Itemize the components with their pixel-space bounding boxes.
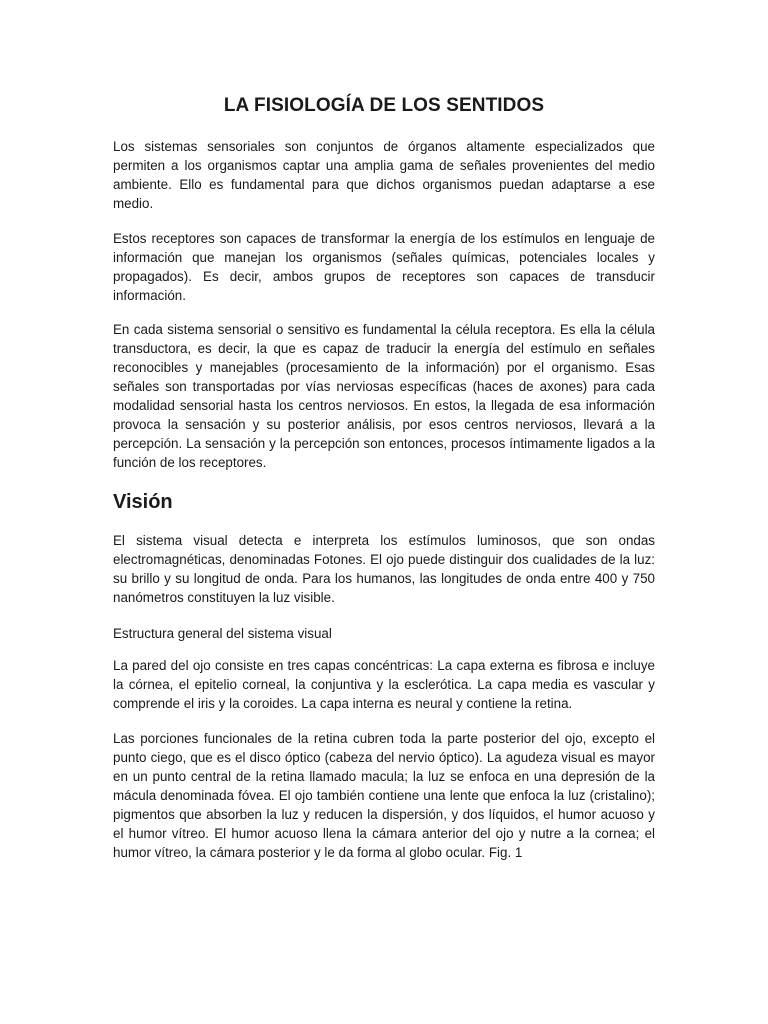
intro-paragraph-2: Estos receptores son capaces de transformar la energía de los estímulos en lenguaje de información que manejan los organismos (señales químicas, potenciales locales y propagados). Es decir, ambos grupos de receptores son capaces de transducir información. (113, 231, 655, 303)
vision-paragraph-2: La pared del ojo consiste en tres capas concéntricas: La capa externa es fibrosa e incluye la córnea, el epitelio corneal, la conjuntiva y la esclerótica. La capa media es vascular y comprende el iris y la coroides. La capa interna es neural y contiene la retina. (113, 658, 655, 711)
section-heading-vision: Visión (113, 491, 173, 513)
vision-paragraph-3: Las porciones funcionales de la retina cubren toda la parte posterior del ojo, excepto el punto ciego, que es el disco óptico (cabeza del nervio óptico). La agudeza visual es mayor en un punto central de la retina llamado macula; la luz se enfoca en una depresión de la mácula denominada fóvea. El ojo también contiene una lente que enfoca la luz (cristalino); pigmentos que absorben la luz y reducen la dispersión, y dos líquidos, el humor acuoso y el humor vítreo. El humor acuoso llena la cámara anterior del ojo y nutre a la cornea; el humor vítreo, la cámara posterior y le da forma al globo ocular. Fig. 1 (113, 731, 655, 860)
document-title: LA FISIOLOGÍA DE LOS SENTIDOS (223, 95, 545, 116)
intro-paragraph-3: En cada sistema sensorial o sensitivo es fundamental la célula receptora. Es ella la célula transductora, es decir, la que es capaz de traducir la energía del estímulo en señales reconocibles y manejables (procesamiento de la información) por el organismo. Esas señales son transportadas por vías nerviosas específicas (haces de axones) para cada modalidad sensorial hasta los centros nerviosos. En estos, la llegada de esa información provoca la sensación y su posterior análisis, por esos centros nerviosos, llevará a la percepción. La sensación y la percepción son entonces, procesos íntimamente ligados a la función de los receptores. (113, 322, 655, 470)
document-page (113, 0, 655, 1024)
vision-paragraph-1: El sistema visual detecta e interpreta los estímulos luminosos, que son ondas electromagnéticas, denominadas Fotones. El ojo puede distinguir dos cualidades de la luz: su brillo y su longitud de onda. Para los humanos, las longitudes de onda entre 400 y 750 nanómetros constituyen la luz visible. (113, 533, 655, 605)
intro-paragraph-1: Los sistemas sensoriales son conjuntos de órganos altamente especializados que permiten a los organismos captar una amplia gama de señales provenientes del medio ambiente. Ello es fundamental para que dichos organismos puedan adaptarse a ese medio. (113, 139, 655, 211)
vision-subheading: Estructura general del sistema visual (113, 626, 332, 641)
